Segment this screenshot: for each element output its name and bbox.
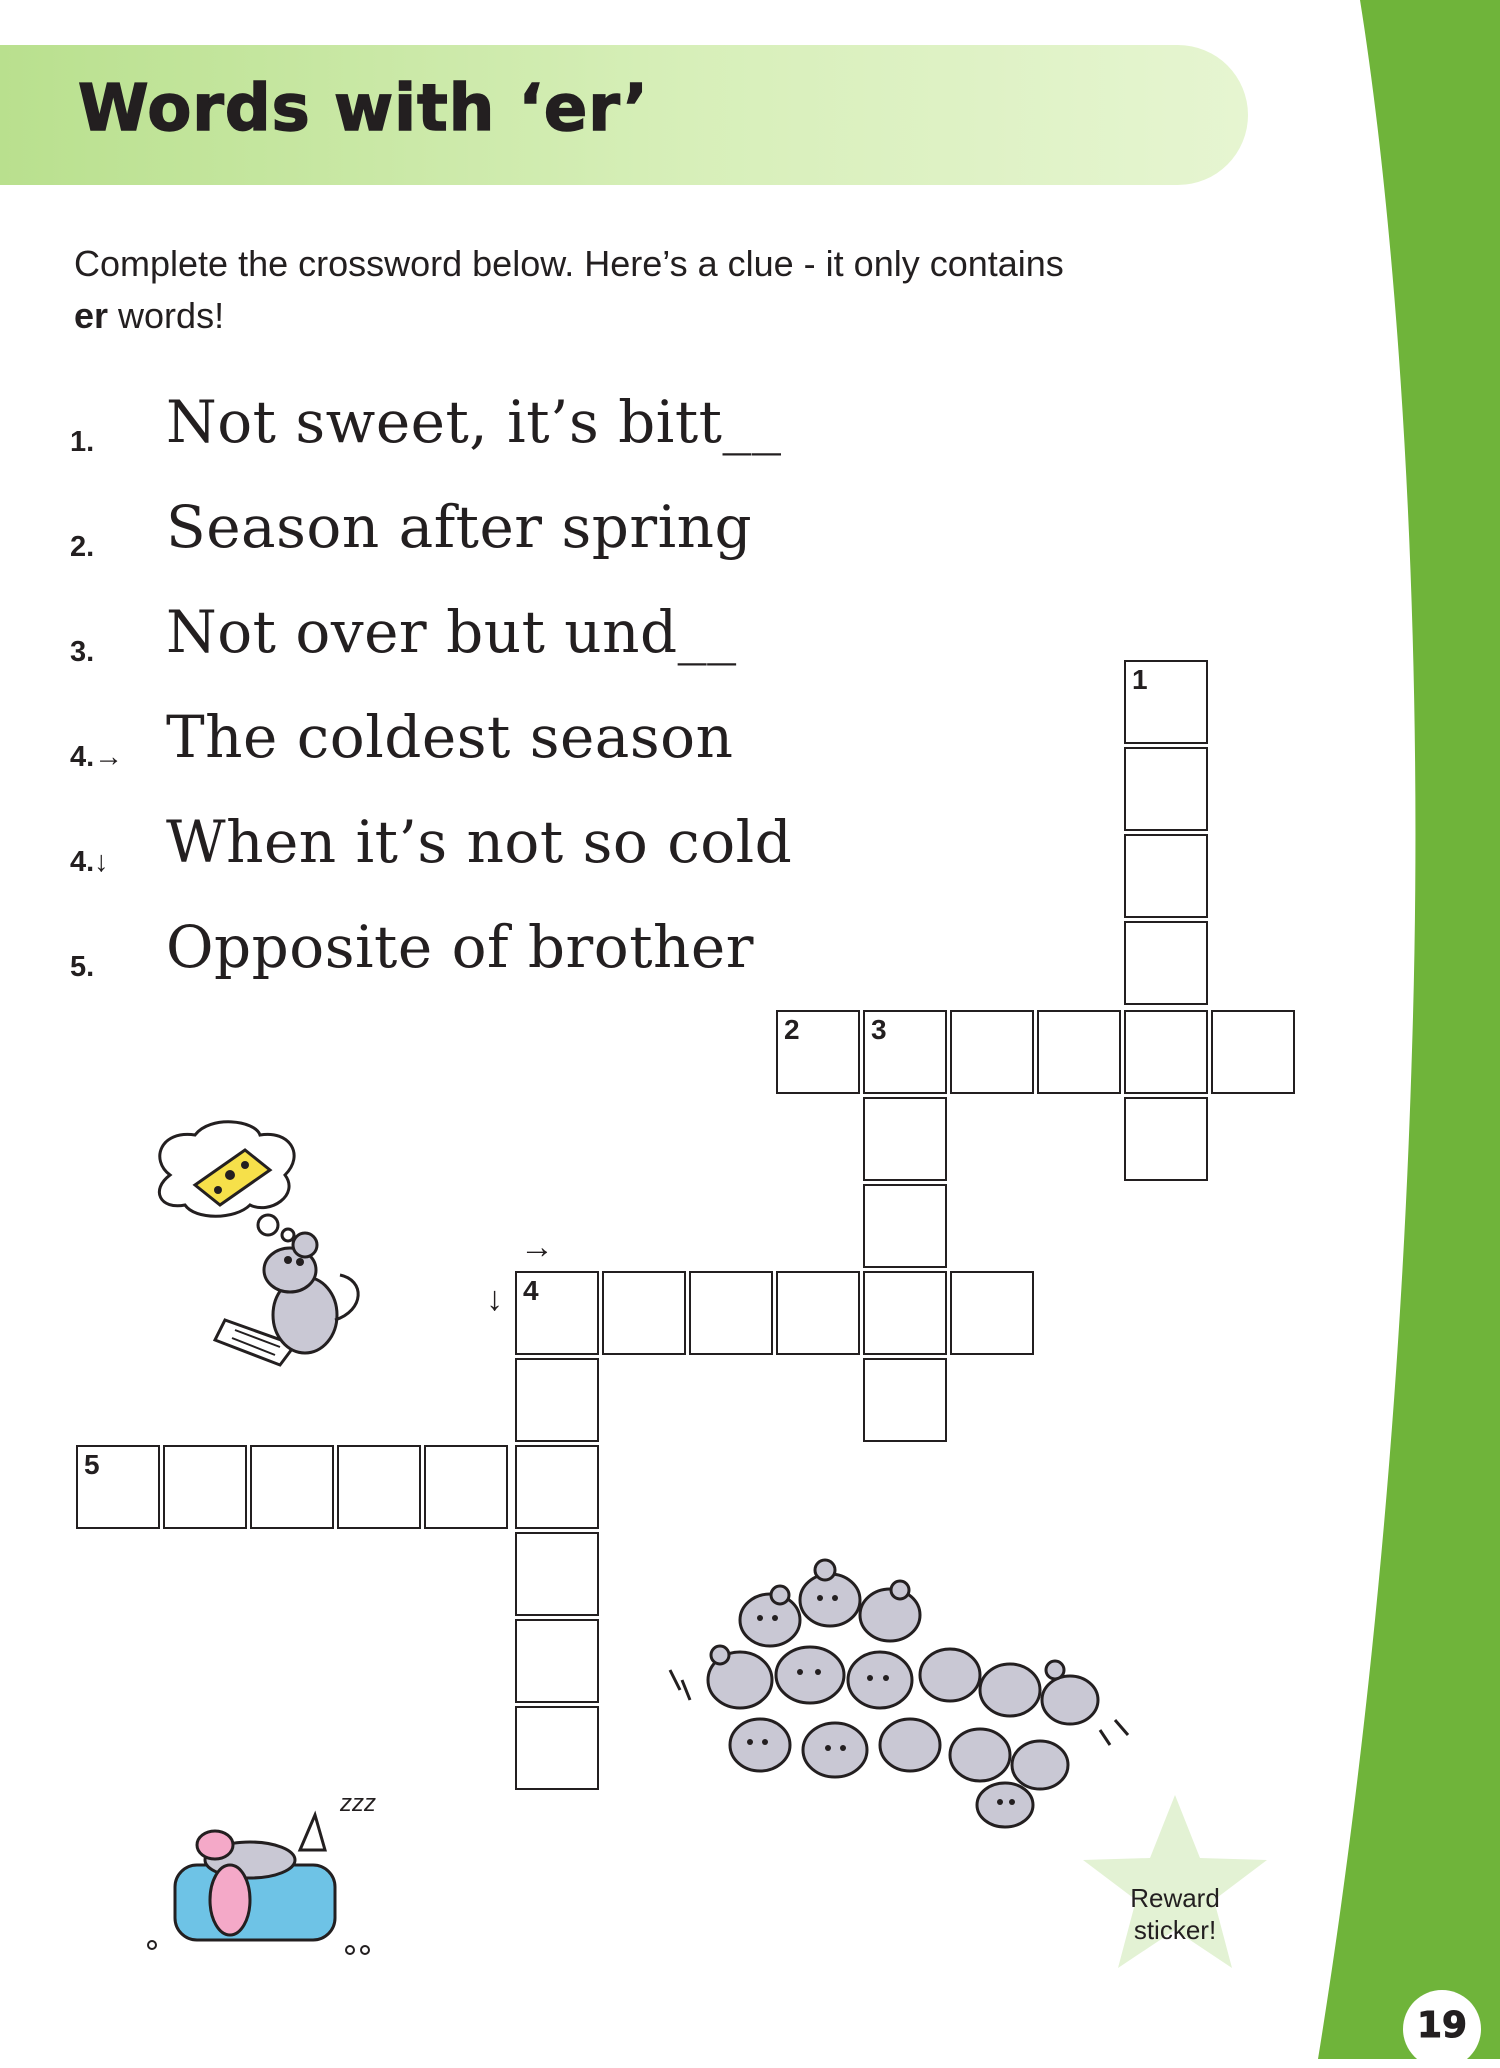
reward-line2: sticker! <box>1133 1915 1217 1945</box>
clue-2 <box>70 493 870 583</box>
clue-4-down <box>70 808 870 898</box>
crossword-cell[interactable] <box>1124 747 1208 831</box>
instructions-line1: Complete the crossword below. Here’s a clue - it only contains <box>74 243 1064 284</box>
crossword-cell[interactable] <box>950 1010 1034 1094</box>
crossword-cell[interactable] <box>863 1184 947 1268</box>
clue-text: Season after spring <box>166 493 753 561</box>
cell-number: 4 <box>523 1275 539 1306</box>
clue-number: 1. <box>70 426 95 458</box>
clue-text: Opposite of brother <box>166 913 754 981</box>
crossword-cell[interactable] <box>1124 921 1208 1005</box>
crossword-cell[interactable] <box>250 1445 334 1529</box>
crossword-cell[interactable] <box>337 1445 421 1529</box>
crossword-cell[interactable] <box>863 1097 947 1181</box>
crossword-cell[interactable] <box>1124 834 1208 918</box>
crossword-cell[interactable] <box>424 1445 508 1529</box>
clue-5 <box>70 913 870 1003</box>
crossword-cell[interactable] <box>863 1271 947 1355</box>
clue-number: 3. <box>70 636 95 668</box>
thinking-mouse-illustration <box>140 1120 380 1370</box>
crossword-cell[interactable] <box>1211 1010 1295 1094</box>
crossword-cell[interactable] <box>163 1445 247 1529</box>
crossword-cell[interactable] <box>602 1271 686 1355</box>
crossword-cell[interactable] <box>863 1010 947 1094</box>
instructions-rest: words! <box>108 295 225 336</box>
clue-number: 4.↓ <box>70 846 109 878</box>
instructions <box>74 238 1184 342</box>
instructions-bold: er <box>74 295 109 336</box>
arrow-down-icon: ↓ <box>486 1280 503 1318</box>
clue-text: When it’s not so cold <box>166 808 793 876</box>
clue-3 <box>70 598 870 688</box>
crossword-cell[interactable] <box>950 1271 1034 1355</box>
crossword-cell[interactable] <box>515 1619 599 1703</box>
clue-text: The coldest season <box>166 703 734 771</box>
crossword-cell[interactable] <box>515 1445 599 1529</box>
crossword-cell[interactable] <box>515 1532 599 1616</box>
arrow-right-icon: → <box>520 1228 554 1266</box>
clue-text: Not sweet, it’s bitt__ <box>166 388 782 456</box>
reward-sticker-label <box>1085 1882 1265 1946</box>
clue-number: 5. <box>70 951 95 983</box>
sleeping-mouse-illustration <box>140 1795 400 1965</box>
crossword-cell[interactable] <box>1124 1097 1208 1181</box>
cell-number: 3 <box>871 1014 887 1045</box>
crossword-cell[interactable] <box>76 1445 160 1529</box>
reward-line1: Reward <box>1130 1883 1220 1913</box>
mouse-pile-illustration <box>660 1540 1140 1840</box>
clue-1 <box>70 388 870 478</box>
sleep-text: zzz <box>340 1790 376 1817</box>
crossword-cell[interactable] <box>515 1271 599 1355</box>
crossword-cell[interactable] <box>863 1358 947 1442</box>
page-title: Words with ‘er’ <box>78 72 649 146</box>
clue-number: 4.→ <box>70 741 124 773</box>
crossword-cell[interactable] <box>689 1271 773 1355</box>
crossword-cell[interactable] <box>776 1271 860 1355</box>
crossword-cell[interactable] <box>515 1358 599 1442</box>
crossword-cell[interactable] <box>1124 1010 1208 1094</box>
cell-number: 5 <box>84 1449 100 1480</box>
clue-4-across <box>70 703 870 793</box>
cell-number: 1 <box>1132 664 1148 695</box>
cell-number: 2 <box>784 1014 800 1045</box>
crossword-cell[interactable] <box>776 1010 860 1094</box>
crossword-cell[interactable] <box>515 1706 599 1790</box>
clue-number: 2. <box>70 531 95 563</box>
clue-text: Not over but und__ <box>166 598 737 666</box>
crossword-cell[interactable] <box>1037 1010 1121 1094</box>
page-number: 19 <box>1416 2005 1468 2046</box>
crossword-cell[interactable] <box>1124 660 1208 744</box>
